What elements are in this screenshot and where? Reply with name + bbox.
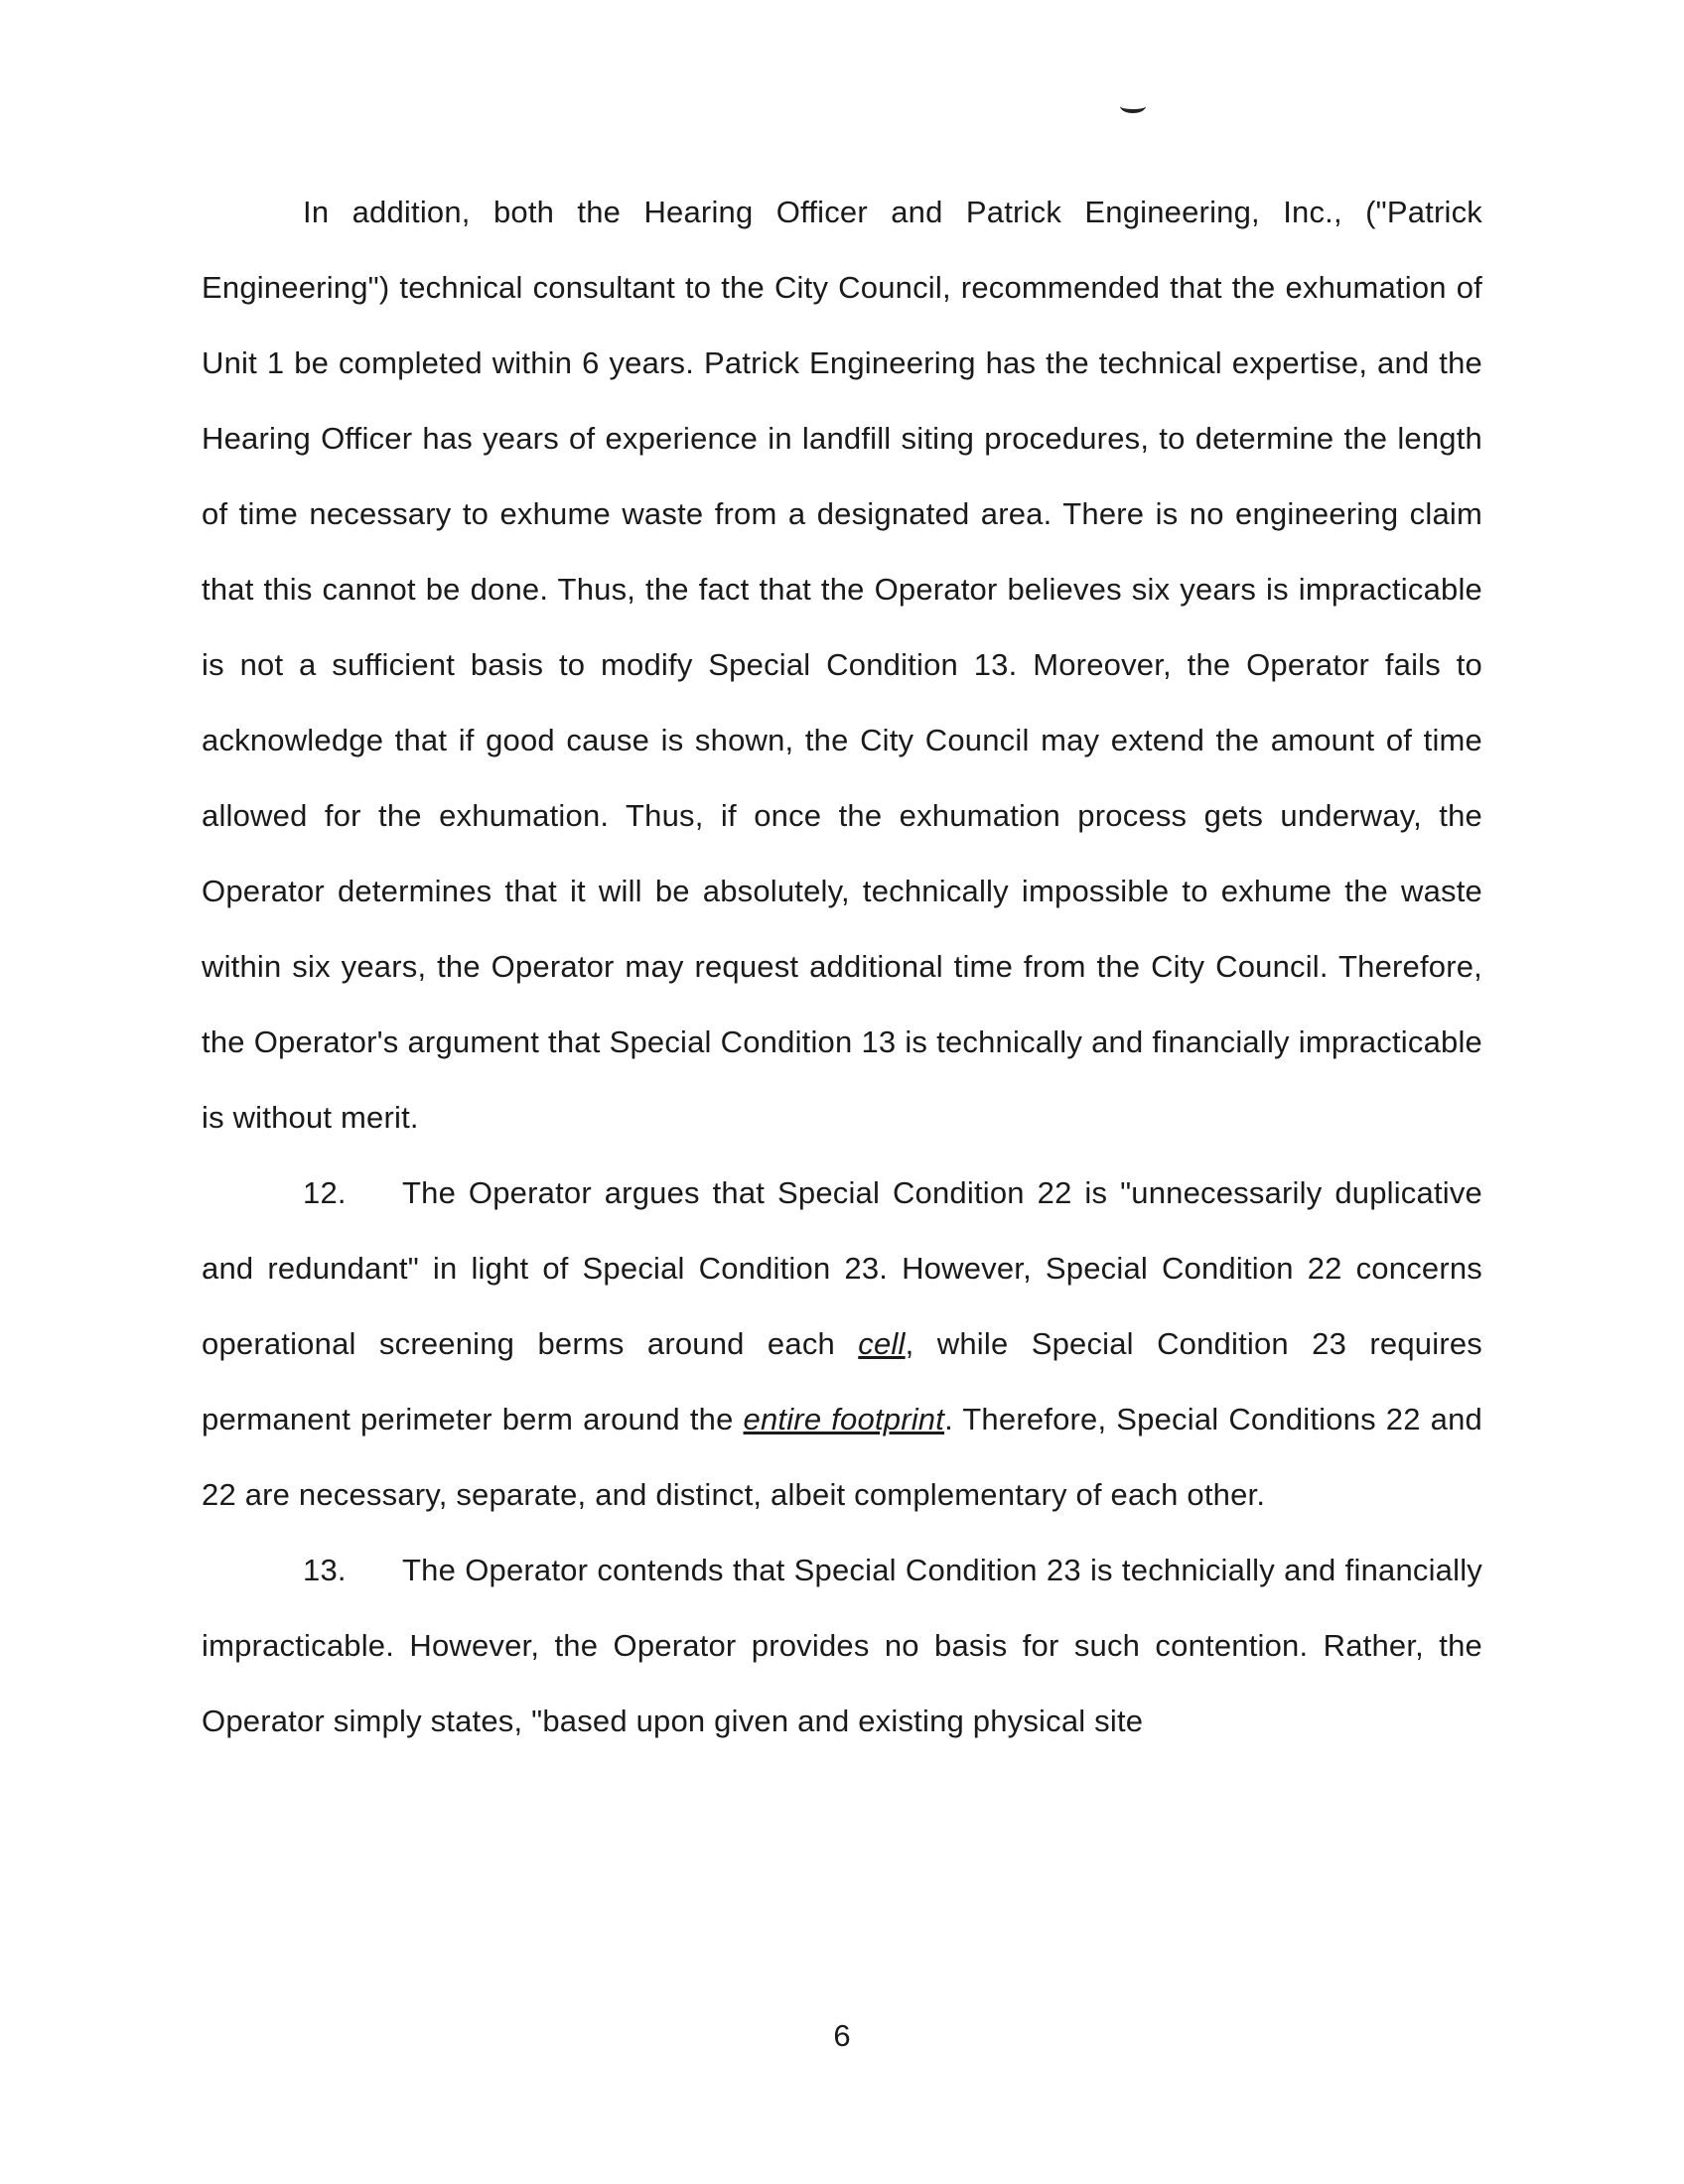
paragraph-12-number: 12. xyxy=(303,1175,347,1210)
page-number: 6 xyxy=(833,2018,851,2053)
paragraph-13-text: The Operator contends that Special Condition 23 is technicially and financially impracticable. However, the Operator provides no basis for such contention. Rather, the Operator simply states, "based upon given and existing physical site xyxy=(202,1553,1482,1738)
paragraph-12-emphasis-cell: cell xyxy=(858,1326,906,1361)
paragraph-12-text-c: . Therefore, Special Conditions 22 and 22 are necessary, separate, and distinct, albeit complementary of each other. xyxy=(202,1402,1482,1512)
scan-mark xyxy=(1120,99,1146,113)
paragraph-12-text-a: The Operator argues that Special Condition 22 is "unnecessarily duplicative and redundant" in light of Special Condition 23. However, Special Condition 22 concerns operational screening berms around each xyxy=(202,1175,1482,1361)
paragraph-12 xyxy=(202,1156,1482,1533)
paragraph-continuation: In addition, both the Hearing Officer and Patrick Engineering, Inc., ("Patrick Engineering") technical consultant to the City Council, recommended that the exhumation of Unit 1 be completed within 6 years. Patrick Engineering has the technical expertise, and the Hearing Officer has years of experience in landfill siting procedures, to determine the length of time necessary to exhume waste from a designated area. There is no engineering claim that this cannot be done. Thus, the fact that the Operator believes six years is impracticable is not a sufficient basis to modify Special Condition 13. Moreover, the Operator fails to acknowledge that if good cause is shown, the City Council may extend the amount of time allowed for the exhumation. Thus, if once the exhumation process gets underway, the Operator determines that it will be absolutely, technically impossible to exhume the waste within six years, the Operator may request additional time from the City Council. Therefore, the Operator's argument that Special Condition 13 is technically and financially impracticable is without merit. xyxy=(202,195,1482,1135)
paragraph-13-number: 13. xyxy=(303,1553,347,1587)
paragraph-12-emphasis-footprint: entire footprint xyxy=(743,1402,945,1436)
paragraph-13 xyxy=(202,1533,1482,1759)
body-text xyxy=(202,175,1482,1759)
paragraph-12-text-b: , while Special Condition 23 requires permanent perimeter berm around the xyxy=(202,1326,1482,1436)
